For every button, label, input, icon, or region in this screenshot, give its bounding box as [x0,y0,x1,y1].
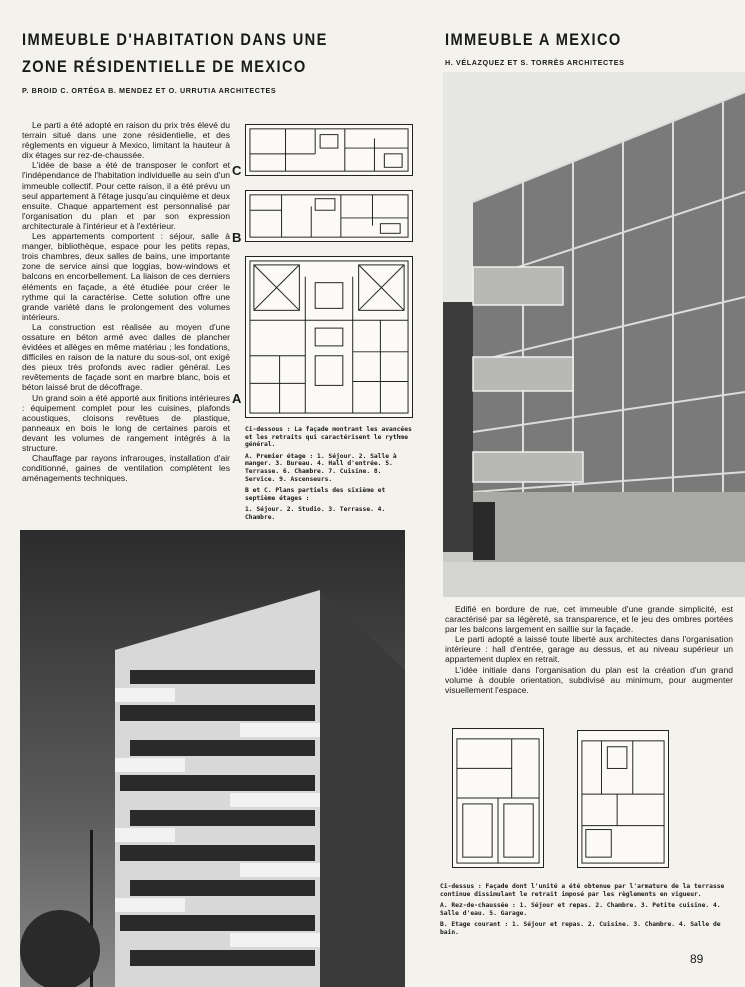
paragraph: La construction est réalisée au moyen d'une ossature en béton armé avec dalles de plancher évidées et allèges en même matériau ; les fondations, difficiles en raison de la nature du sous-sol, ont exigé des pieux très profonds avec radier général. Les revêtements de façade sont en marbre blanc, bois et béton laissé brut de décoffrage. [22,321,230,393]
right-caption [440,883,740,941]
plan-c [245,124,413,176]
paragraph: Les appartements comportent : séjour, salle à manger, bibliothèque, espace pour les petits repas, trois chambres, deux salles de bains, une importante zone de service ainsi que loggias, bow-windows et balcons en encorbellement. La liaison de ces derniers éléments en façade, a été étudiée pour créer le rythme qui la caractérise. Cette solution offre une grande variété dans le prolongement des volumes intérieurs. [22,231,230,322]
left-title-line1: IMMEUBLE D'HABITATION DANS UNE [22,30,328,49]
paragraph: Edifié en bordure de rue, cet immeuble d'une grande simplicité, est caractérisé par sa légèreté, sa transparence, et le jeu des ombres portées par les balcons largement en saillie sur la façade. [445,604,733,635]
paragraph: Le parti adopté a laissé toute liberté aux architectes dans l'organisation intérieure : hall d'entrée, garage au dessus, et au niveau supérieur un appartement duplex en retrait. [445,634,733,665]
page-number: 89 [690,952,704,966]
plan-label-a: A [232,391,242,406]
paragraph: L'idée de base a été de transposer le confort et l'indépendance de l'habitation individuelle au sein d'un immeuble collectif. Pour cette raison, il a été prévu un seul appartement à l'étage jusqu'au cinquième et deux ensuite. Chaque appartement est personnalisé par l'organisation du plan et par son expression architecturale à l'intérieur et à l'extérieur. [22,160,230,231]
left-architects: P. BROID C. ORTÉGA B. MENDEZ ET O. URRUTIA ARCHITECTES [22,86,277,95]
left-title-line2: ZONE RÉSIDENTIELLE DE MEXICO [22,57,307,76]
caption-line: B. Etage courant : 1. Séjour et repas. 2. Cuisine. 3. Chambre. 4. Salle de bain. [440,921,721,936]
plan-a [245,256,413,418]
caption-line: Ci-dessous : La façade montrant les avancées et les retraits qui caractérisent le rythme général. [245,426,412,449]
left-article-title [22,26,366,80]
glass-facade-photo [443,72,745,597]
caption-line: A. Rez-de-chaussée : 1. Séjour et repas. 2. Chambre. 3. Petite cuisine. 4. Salle d'eau. 5. Garage. [440,902,721,917]
plan-b [245,190,413,242]
paragraph: Le parti a été adopté en raison du prix très élevé du terrain situé dans une zone résidentielle, et des règlements en vigueur à Mexico, limitant la hauteur à dix étages sur rez-de-chaussée. [22,120,230,161]
left-caption [245,426,415,526]
caption-line: Ci-dessus : Façade dont l'unité a été obtenue par l'armature de la terrasse continue dissimulant le retrait imposé par les règlements en vigueur. [440,883,725,898]
right-architects: H. VÉLAZQUEZ ET S. TORRÈS ARCHITECTES [445,58,625,67]
paragraph: Un grand soin a été apporté aux finitions intérieures : équipement complet pour les cuisines, plafonds acoustiques, cloisons revêtues de plastique, panneaux en bois le long de certaines parois et devant les volumes de rangement intégrés à la structure. [22,392,230,453]
left-body-text [22,120,230,483]
caption-line: A. Premier étage : 1. Séjour. 2. Salle à manger. 3. Bureau. 4. Hall d'entrée. 5. Terrasse. 6. Chambre. 7. Cuisine. 8. Service. 9. Ascenseurs. [245,452,397,483]
caption-line: 1. Séjour. 2. Studio. 3. Terrasse. 4. Chambre. [245,506,386,521]
paragraph: L'idée initiale dans l'organisation du plan est la création d'un grand volume à double orientation, subdivisé au minimum, pour augmenter visuellement l'espace. [445,664,733,695]
right-body-text [445,604,733,695]
paragraph: Chauffage par rayons infrarouges, installation d'air conditionné, gaines de ventilation complètent les aménagements techniques. [22,453,230,484]
tower-photo [20,530,405,987]
plan-typical-floor [577,730,669,868]
right-article-title: IMMEUBLE A MEXICO [445,30,622,49]
plan-ground-floor [452,728,544,868]
plan-label-c: C [232,163,242,178]
plan-label-b: B [232,230,242,245]
caption-line: B et C. Plans partiels des sixième et septième étages : [245,487,386,502]
